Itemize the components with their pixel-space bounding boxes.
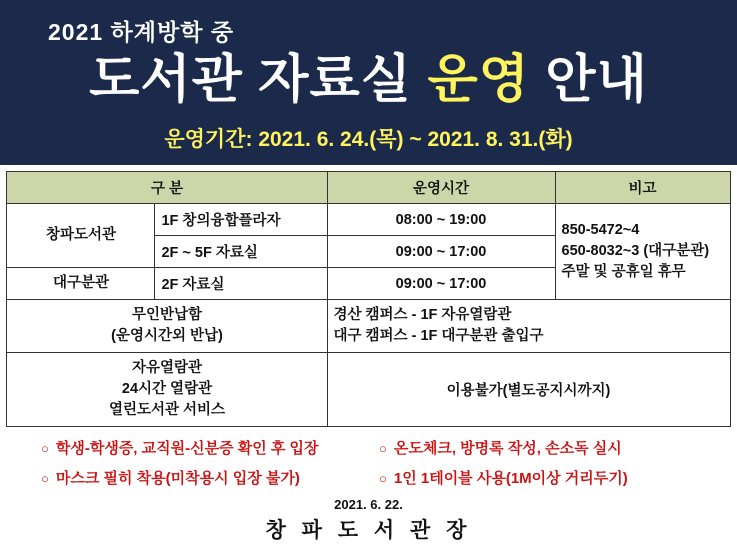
circle-bullet-icon: ○: [379, 441, 387, 457]
title-part-1: 도서관 자료실: [89, 51, 428, 109]
poster-footer: [0, 497, 737, 544]
notice-text: 온도체크, 방명록 작성, 손소독 실시: [393, 440, 622, 458]
return-box-location-2: 대구 캠퍼스 - 1F 대구분관 출입구: [333, 328, 544, 345]
notice-item: [7, 437, 359, 458]
note-line-2: 650-8032~3 (대구분관): [561, 243, 710, 260]
notice-text: 마스크 필히 착용(미착용시 입장 불가): [55, 470, 300, 488]
return-box-label: [7, 300, 327, 353]
signature: 창 파 도 서 관 장: [265, 519, 472, 543]
title-part-2: 안내: [529, 51, 648, 109]
circle-bullet-icon: ○: [41, 441, 49, 457]
place-name: 2F 자료실: [155, 268, 327, 300]
notice-list: [7, 437, 730, 488]
return-box-label-line-1: 무인반납함: [131, 307, 203, 324]
notice-row: [7, 467, 730, 488]
notice-text: 1인 1테이블 사용(1M이상 거리두기): [393, 470, 628, 488]
header-subtitle: 2021 하계방학 중: [48, 19, 235, 45]
table-header-row: [7, 172, 730, 204]
table-row-reading-room: [7, 353, 730, 427]
notice-item: [359, 467, 730, 488]
reading-room-label: [7, 353, 327, 427]
return-box-label-line-2: (운영시간외 반납): [111, 328, 223, 345]
table-row: [7, 204, 730, 236]
place-name: 2F ~ 5F 자료실: [155, 236, 327, 268]
operating-hours: 09:00 ~ 17:00: [327, 268, 555, 300]
notice-row: [7, 437, 730, 458]
place-name: 1F 창의융합플라자: [155, 204, 327, 236]
page-title: [0, 51, 737, 109]
notice-text: 학생-학생증, 교직원-신분증 확인 후 입장: [55, 440, 319, 458]
schedule-table: [6, 171, 730, 427]
note-line-3: 주말 및 공휴일 휴무: [561, 264, 686, 281]
operating-hours: 08:00 ~ 19:00: [327, 204, 555, 236]
reading-room-label-line-3: 열린도서관 서비스: [108, 402, 226, 419]
column-header-hours: 운영시간: [327, 172, 555, 204]
issue-date: 2021. 6. 22.: [334, 497, 403, 513]
operating-hours: 09:00 ~ 17:00: [327, 236, 555, 268]
notice-item: [7, 467, 359, 488]
poster-header: [0, 0, 737, 165]
circle-bullet-icon: ○: [379, 471, 387, 487]
branch-daegu-annex: 대구분관: [7, 268, 155, 300]
reading-room-label-line-2: 24시간 열람관: [121, 381, 213, 398]
note-line-1: 850-5472~4: [561, 222, 640, 239]
column-header-note: 비고: [555, 172, 730, 204]
contact-note: [555, 204, 730, 300]
title-highlight: 운영: [427, 51, 530, 109]
notice-item: [359, 437, 730, 458]
reading-room-status: 이용불가(별도공지시까지): [327, 353, 730, 427]
reading-room-label-line-1: 자유열람관: [131, 360, 203, 377]
return-box-location-1: 경산 캠퍼스 - 1F 자유열람관: [333, 307, 512, 324]
circle-bullet-icon: ○: [41, 471, 49, 487]
branch-changpa-library: 창파도서관: [7, 204, 155, 268]
table-row-return-box: [7, 300, 730, 353]
column-header-category: 구 분: [7, 172, 327, 204]
return-box-locations: [327, 300, 730, 353]
operating-period: 운영기간: 2021. 6. 24.(목) ~ 2021. 8. 31.(화): [164, 128, 573, 152]
